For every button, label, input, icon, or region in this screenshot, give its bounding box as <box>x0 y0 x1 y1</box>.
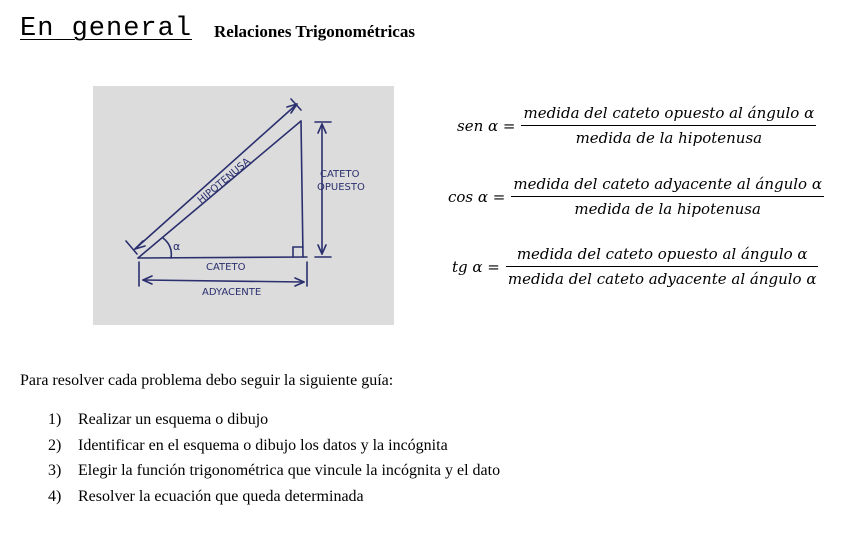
tangent-lhs: tg α = <box>452 257 500 276</box>
section-subtitle: Relaciones Trigonométricas <box>214 22 415 41</box>
adjacent-label-line1: CATETO <box>206 262 246 273</box>
step-number: 2) <box>48 436 62 454</box>
tangent-numerator: medida del cateto opuesto al ángulo α <box>516 245 808 263</box>
step-number: 3) <box>48 462 62 479</box>
tangent-denominator: medida del cateto adyacente al ángulo α <box>506 266 819 288</box>
adjacent-side <box>138 257 307 258</box>
hypotenuse-dimension-arrow <box>135 104 297 249</box>
guide-intro: Para resolver cada problema debo seguir la siguiente guía: <box>20 372 394 389</box>
guide-steps-list <box>48 411 500 513</box>
opposite-label-line2: OPUESTO <box>317 182 365 193</box>
adjacent-dimension-arrow <box>143 280 304 282</box>
sine-formula <box>457 104 816 147</box>
cosine-fraction <box>511 175 824 218</box>
hypotenuse-label: HIPOTENUSA <box>195 156 253 207</box>
step-text: Realizar un esquema o dibujo <box>78 411 269 428</box>
opposite-side <box>301 121 303 257</box>
sine-numerator: medida del cateto opuesto al ángulo α <box>523 104 815 122</box>
tangent-fraction <box>506 245 819 288</box>
section-heading: En general <box>20 14 193 44</box>
right-angle-mark <box>293 247 303 257</box>
list-item <box>48 411 500 437</box>
triangle-sketch <box>93 86 394 325</box>
angle-arc <box>163 238 171 258</box>
opposite-label-line1: CATETO <box>320 169 360 180</box>
cosine-denominator: medida de la hipotenusa <box>511 196 824 218</box>
sine-lhs: sen α = <box>457 116 516 135</box>
adjacent-label-line2: ADYACENTE <box>202 287 262 298</box>
step-number: 4) <box>48 487 62 505</box>
sine-fraction <box>521 104 816 147</box>
tangent-formula <box>452 245 818 288</box>
step-text: Elegir la función trigonométrica que vincule la incógnita y el dato <box>78 462 501 479</box>
list-item <box>48 437 500 463</box>
cosine-formula <box>448 175 824 218</box>
step-number: 1) <box>48 411 62 428</box>
step-text: Identificar en el esquema o dibujo los datos y la incógnita <box>78 436 448 454</box>
cosine-numerator: medida del cateto adyacente al ángulo α <box>513 175 822 193</box>
step-text: Resolver la ecuación que queda determinada <box>78 487 364 505</box>
list-item <box>48 488 500 514</box>
angle-label: α <box>173 240 181 253</box>
triangle-sketch-photo <box>93 86 394 325</box>
list-item <box>48 462 500 488</box>
cosine-lhs: cos α = <box>448 187 506 206</box>
sine-denominator: medida de la hipotenusa <box>521 125 816 147</box>
